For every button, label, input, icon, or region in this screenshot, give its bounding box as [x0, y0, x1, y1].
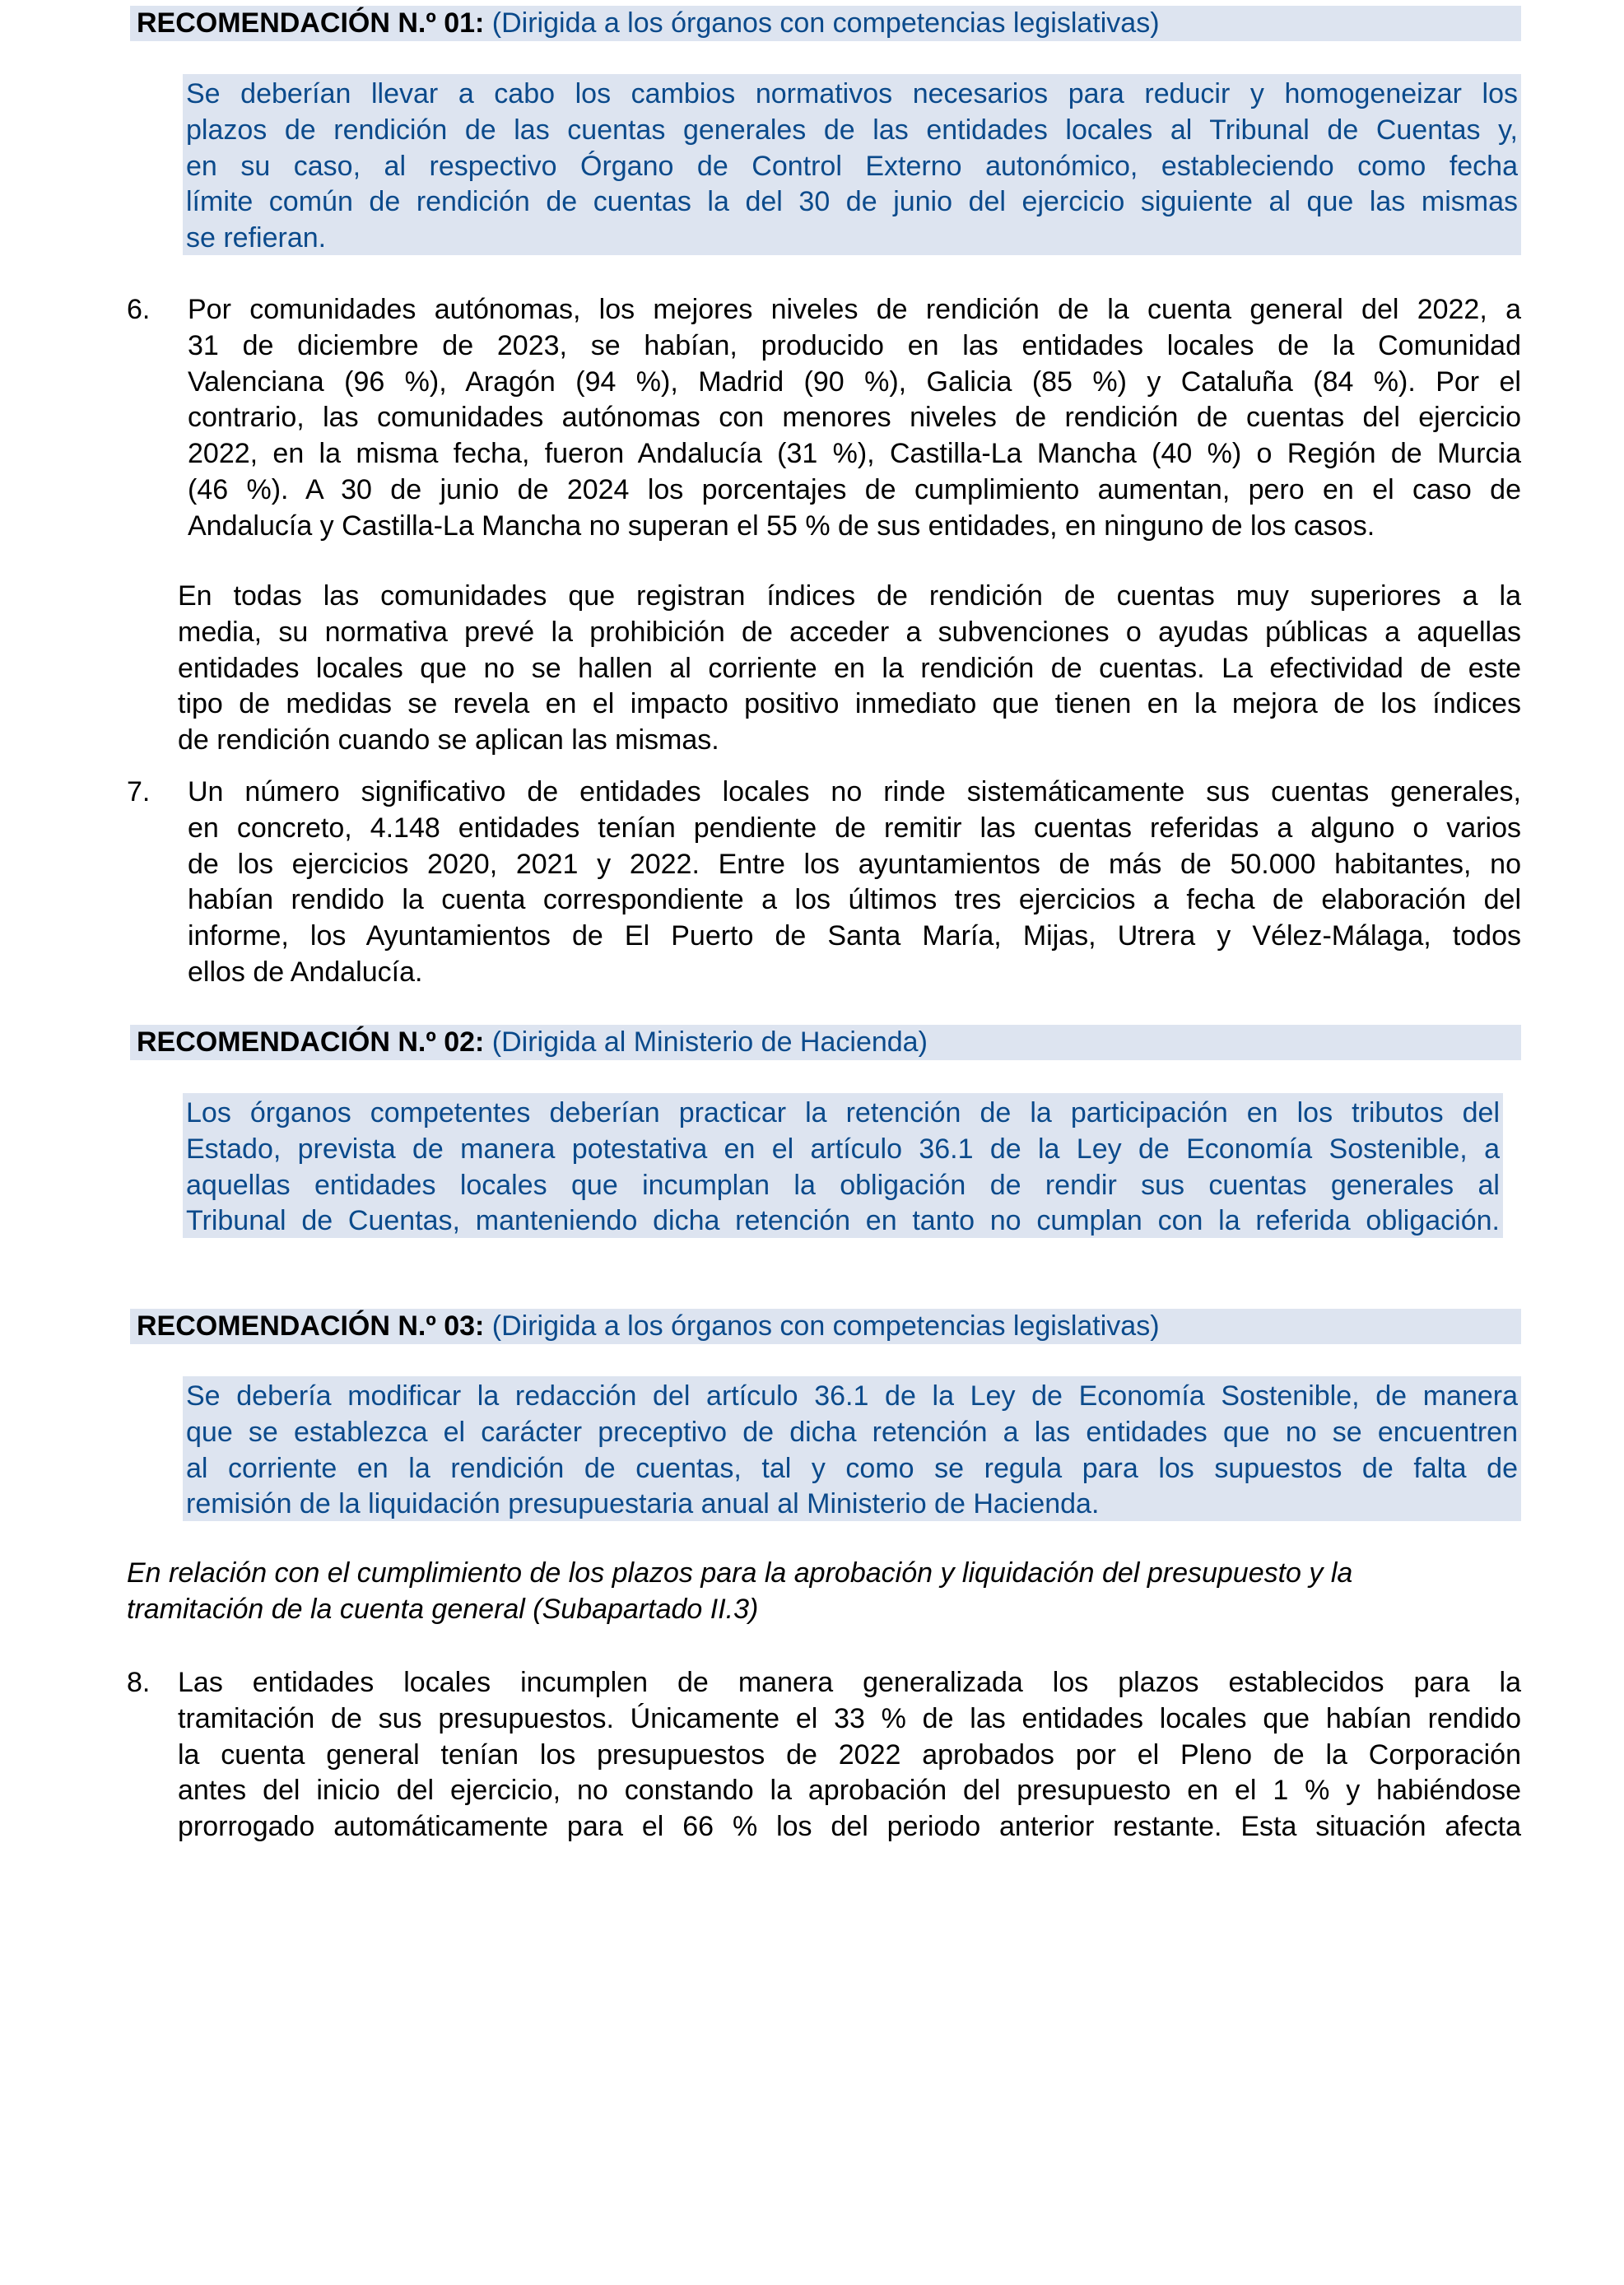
text-line: plazos de rendición de las cuentas generales de las entidades locales al Tribunal de Cuentas y,: [186, 114, 1518, 146]
item-8-number: 8.: [127, 1667, 151, 1698]
text-line: 31 de diciembre de 2023, se habían, producido en las entidades locales de la Comunidad: [188, 329, 1521, 361]
text-line: media, su normativa prevé la prohibición de acceder a subvenciones o ayudas públicas a aquellas: [178, 616, 1521, 648]
recommendation-03-title: RECOMENDACIÓN N.º 03:: [137, 1310, 485, 1342]
recommendation-01-header: [130, 6, 1521, 41]
item-6-paragraph: [178, 579, 1521, 759]
text-line: Se deberían llevar a cabo los cambios normativos necesarios para reducir y homogeneizar los: [186, 78, 1518, 109]
text-line: tipo de medidas se revela en el impacto positivo inmediato que tienen en la mejora de los índices: [178, 688, 1521, 720]
recommendation-03-addressee: (Dirigida a los órganos con competencias legislativas): [491, 1310, 1160, 1342]
text-line: 2022, en la misma fecha, fueron Andalucía (31 %), Castilla-La Mancha (40 %) o Región de Murcia: [188, 438, 1521, 470]
item-6-number: 6.: [127, 294, 151, 325]
text-line: Andalucía y Castilla-La Mancha no superan el 55 % de sus entidades, en ninguno de los casos.: [188, 510, 1375, 542]
text-line: tramitación de la cuenta general (Subapartado II.3): [127, 1593, 759, 1625]
text-line: Los órganos competentes deberían practicar la retención de la participación en los tributos del: [186, 1097, 1500, 1129]
text-line: informe, los Ayuntamientos de El Puerto de Santa María, Mijas, Utrera y Vélez-Málaga, todos: [188, 920, 1521, 952]
recommendation-03-header: [130, 1309, 1521, 1344]
text-line: En relación con el cumplimiento de los plazos para la aprobación y liquidación del presupuesto y la: [127, 1557, 1353, 1589]
text-line: de los ejercicios 2020, 2021 y 2022. Entre los ayuntamientos de más de 50.000 habitantes, no: [188, 848, 1521, 880]
item-6-text: [188, 292, 1521, 545]
recommendation-02-header: [130, 1025, 1521, 1060]
recommendation-02-title: RECOMENDACIÓN N.º 02:: [137, 1026, 485, 1058]
text-line: al corriente en la rendición de cuentas, tal y como se regula para los supuestos de falta de: [186, 1452, 1518, 1484]
text-line: Valenciana (96 %), Aragón (94 %), Madrid (90 %), Galicia (85 %) y Cataluña (84 %). Por el: [188, 365, 1521, 398]
text-line: habían rendido la cuenta correspondiente a los últimos tres ejercicios a fecha de elaboración del: [188, 884, 1521, 916]
text-line: Las entidades locales incumplen de manera generalizada los plazos establecidos para la: [178, 1667, 1521, 1698]
text-line: que se establezca el carácter preceptivo de dicha retención a las entidades que no se encuentren: [186, 1416, 1518, 1448]
text-line: antes del inicio del ejercicio, no constando la aprobación del presupuesto en el 1 % y habiéndose: [178, 1775, 1521, 1807]
text-line: En todas las comunidades que registran índices de rendición de cuentas muy superiores a la: [178, 580, 1521, 612]
text-line: Un número significativo de entidades locales no rinde sistemáticamente sus cuentas generales,: [188, 776, 1521, 807]
text-line: remisión de la liquidación presupuestaria anual al Ministerio de Hacienda.: [186, 1488, 1100, 1520]
text-line: Estado, prevista de manera potestativa en el artículo 36.1 de la Ley de Economía Sostenible, a: [186, 1133, 1500, 1165]
text-line: la cuenta general tenían los presupuestos de 2022 aprobados por el Pleno de la Corporación: [178, 1738, 1521, 1771]
text-line: Tribunal de Cuentas, manteniendo dicha retención en tanto no cumplan con la referida obligación.: [186, 1205, 1500, 1237]
section-heading: [127, 1556, 1518, 1628]
text-line: ellos de Andalucía.: [188, 956, 423, 988]
text-line: en concreto, 4.148 entidades tenían pendiente de remitir las cuentas referidas a alguno o varios: [188, 812, 1521, 844]
text-line: aquellas entidades locales que incumplan la obligación de rendir sus cuentas generales al: [186, 1169, 1500, 1201]
item-7-number: 7.: [127, 776, 151, 807]
text-line: de rendición cuando se aplican las mismas.: [178, 724, 719, 756]
text-line: entidades locales que no se hallen al corriente en la rendición de cuentas. La efectividad de este: [178, 652, 1521, 684]
recommendation-02-text: [183, 1093, 1503, 1238]
text-line: prorrogado automáticamente para el 66 % los del periodo anterior restante. Esta situación afecta: [178, 1811, 1521, 1843]
text-line: tramitación de sus presupuestos. Únicamente el 33 % de las entidades locales que habían rendido: [178, 1702, 1521, 1734]
recommendation-02-addressee: (Dirigida al Ministerio de Hacienda): [491, 1026, 928, 1058]
text-line: Se debería modificar la redacción del artículo 36.1 de la Ley de Economía Sostenible, de manera: [186, 1380, 1518, 1412]
text-line: (46 %). A 30 de junio de 2024 los porcentajes de cumplimiento aumentan, pero en el caso de: [188, 473, 1521, 505]
recommendation-01-addressee: (Dirigida a los órganos con competencias legislativas): [491, 7, 1160, 39]
recommendation-03-text: [183, 1376, 1521, 1521]
item-8-text: [178, 1665, 1521, 1845]
text-line: en su caso, al respectivo Órgano de Control Externo autonómico, estableciendo como fecha: [186, 150, 1518, 182]
text-line: límite común de rendición de cuentas la del 30 de junio del ejercicio siguiente al que las mismas: [186, 186, 1518, 218]
text-line: se refieran.: [186, 222, 327, 254]
text-line: Por comunidades autónomas, los mejores niveles de rendición de la cuenta general del 2022, a: [188, 294, 1521, 325]
text-line: contrario, las comunidades autónomas con menores niveles de rendición de cuentas del ejercicio: [188, 402, 1521, 434]
recommendation-01-text: [183, 74, 1521, 255]
item-7-text: [188, 775, 1521, 991]
recommendation-01-title: RECOMENDACIÓN N.º 01:: [137, 7, 485, 39]
